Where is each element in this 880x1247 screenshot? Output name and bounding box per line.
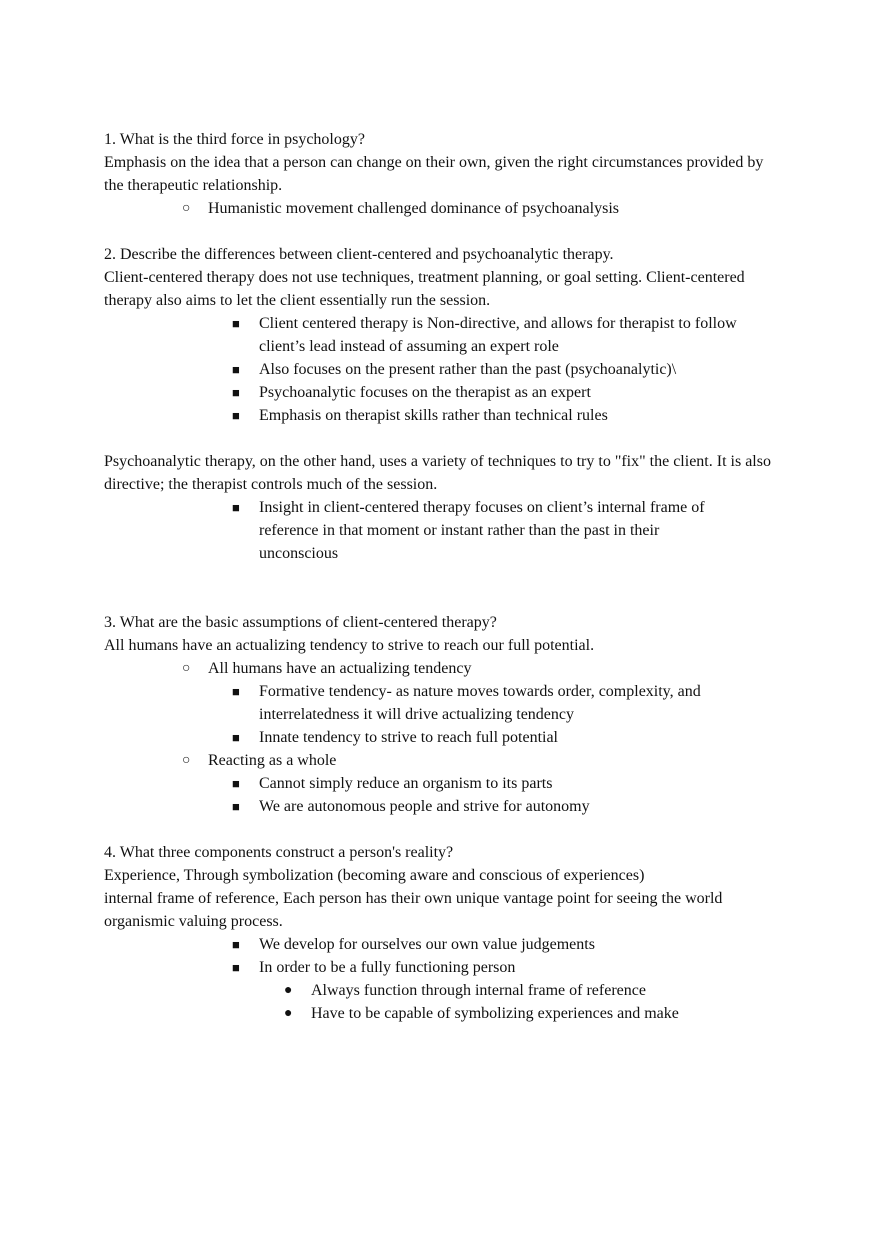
answer-2-continued: Psychoanalytic therapy, on the other hand, uses a variety of techniques to try to "fix" the client. It is also directive; the therapist controls much of the session.: [104, 453, 771, 493]
list-item: ■ Insight in client-centered therapy focuses on client’s internal frame of reference in that moment or instant rather than the past in their unconscious: [104, 496, 739, 565]
question-1: 1. What is the third force in psychology?: [104, 131, 365, 148]
dot-bullet-icon: ●: [284, 983, 293, 998]
square-bullet-icon: ■: [232, 799, 240, 814]
list-item: ■ We develop for ourselves our own value judgements: [104, 933, 739, 956]
square-bullet-icon: ■: [232, 408, 240, 423]
list-item: ■ Psychoanalytic focuses on the therapist as an expert: [104, 381, 739, 404]
list-item: ■ Cannot simply reduce an organism to its parts: [104, 772, 739, 795]
answer-4-line: organismic valuing process.: [104, 913, 283, 930]
square-bullet-icon: ■: [232, 937, 240, 952]
square-bullet-icon: ■: [232, 776, 240, 791]
list-item: ■ Client centered therapy is Non-directive, and allows for therapist to follow client’s lead instead of assuming an expert role: [104, 312, 739, 358]
circle-bullet-icon: ○: [182, 201, 191, 216]
list-item: ■ Innate tendency to strive to reach full potential: [104, 726, 739, 749]
list-item: ■ In order to be a fully functioning person: [104, 956, 739, 979]
answer-1: Emphasis on the idea that a person can change on their own, given the right circumstances provided by the therapeutic relationship.: [104, 154, 764, 194]
answer-4-line: Experience, Through symbolization (becoming aware and conscious of experiences): [104, 867, 645, 884]
square-bullet-icon: ■: [232, 684, 240, 699]
circle-bullet-icon: ○: [182, 661, 191, 676]
square-bullet-icon: ■: [232, 960, 240, 975]
square-bullet-icon: ■: [232, 730, 240, 745]
dot-bullet-icon: ●: [284, 1006, 293, 1021]
square-bullet-icon: ■: [232, 500, 240, 515]
list-item: ○ Reacting as a whole: [104, 749, 784, 772]
square-bullet-icon: ■: [232, 385, 240, 400]
list-item: ■ Formative tendency- as nature moves towards order, complexity, and interrelatedness it will drive actualizing tendency: [104, 680, 739, 726]
square-bullet-icon: ■: [232, 362, 240, 377]
answer-2: Client-centered therapy does not use techniques, treatment planning, or goal setting. Client-centered therapy also aims to let the client essentially run the session.: [104, 269, 745, 309]
list-item: ○ Humanistic movement challenged dominance of psychoanalysis: [104, 197, 784, 220]
list-item: ■ Emphasis on therapist skills rather than technical rules: [104, 404, 739, 427]
circle-bullet-icon: ○: [182, 753, 191, 768]
list-item: ● Have to be capable of symbolizing experiences and make: [104, 1002, 784, 1025]
question-4: 4. What three components construct a person's reality?: [104, 844, 454, 861]
square-bullet-icon: ■: [232, 316, 240, 331]
answer-3: All humans have an actualizing tendency to strive to reach our full potential.: [104, 637, 595, 654]
question-2: 2. Describe the differences between client-centered and psychoanalytic therapy.: [104, 246, 614, 263]
document-page: [104, 128, 784, 1025]
answer-4-line: internal frame of reference, Each person has their own unique vantage point for seeing the world: [104, 890, 723, 907]
list-item: ● Always function through internal frame of reference: [104, 979, 784, 1002]
list-item: ■ We are autonomous people and strive for autonomy: [104, 795, 739, 818]
list-item: ■ Also focuses on the present rather than the past (psychoanalytic)\: [104, 358, 739, 381]
question-3: 3. What are the basic assumptions of client-centered therapy?: [104, 614, 497, 631]
list-item: ○ All humans have an actualizing tendency: [104, 657, 784, 680]
